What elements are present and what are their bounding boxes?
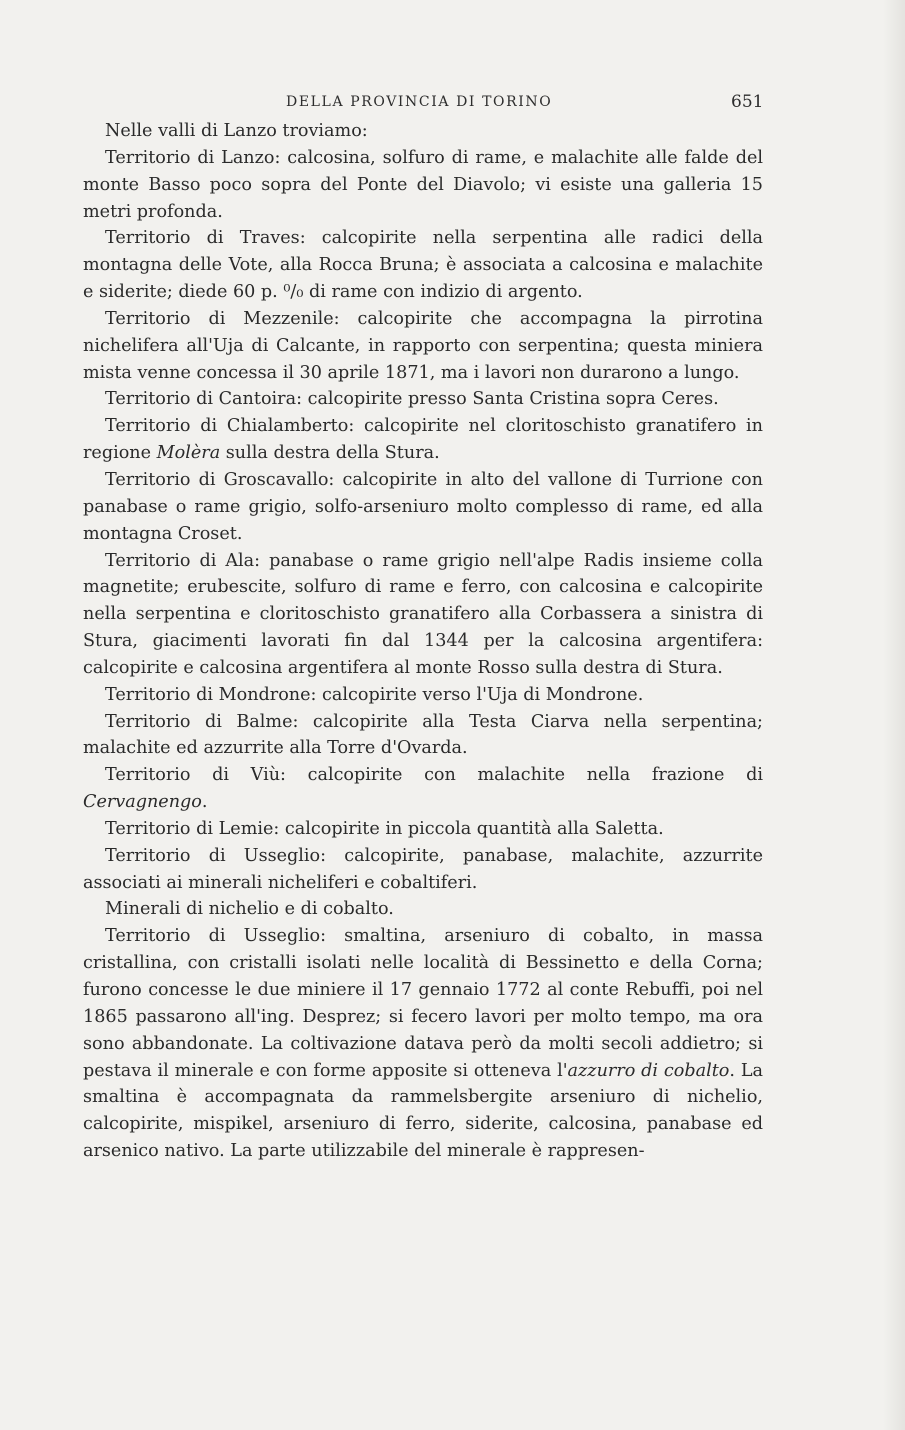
body-text [83,118,763,1165]
paragraph-lanzo: Territorio di Lanzo: calcosina, solfuro di rame, e malachite alle falde del monte Basso poco sopra del Ponte del Diavolo; vi esiste una galleria 15 metri profonda. [83,147,763,222]
page-number: 651 [731,92,764,112]
italic-place-cervagnengo: Cervagnengo [83,792,202,813]
paragraph-balme: Territorio di Balme: calcopirite alla Testa Ciarva nella serpentina; malachite ed azzurrite alla Torre d'Ovarda. [83,711,763,759]
paragraph-ala: Territorio di Ala: panabase o rame grigio nell'alpe Radis insieme colla magnetite; erubescite, solfuro di rame e ferro, con calcosina e calcopirite nella serpentina e cloritoschisto granatifero alla Corbassera a sinistra di Stura, giacimenti lavorati fin dal 1344 per la calcosina argentifera: calcopirite e calcosina argentifera al monte Rosso sulla destra di Stura. [83,550,763,678]
paragraph-viu: Territorio di Viù: calcopirite con malachite nella frazione di Cervagnengo. [83,765,763,813]
paragraph-chialamberto: Territorio di Chialamberto: calcopirite nel cloritoschisto granatifero in regione Molèra sulla destra della Stura. [83,416,763,464]
italic-place-molera: Molèra [156,443,221,464]
paragraph-cantoira: Territorio di Cantoira: calcopirite presso Santa Cristina sopra Ceres. [105,389,719,410]
paragraph-traves: Territorio di Traves: calcopirite nella serpentina alle radici della montagna delle Vote, alla Rocca Bruna; è associata a calcosina e malachite e siderite; diede 60 p. ⁰/₀ di rame con indizio di argento. [83,228,763,303]
paragraph-lemie: Territorio di Lemie: calcopirite in piccola quantità alla Saletta. [105,818,664,839]
paragraph-groscavallo: Territorio di Groscavallo: calcopirite in alto del vallone di Turrione con panabase o rame grigio, solfo-arseniuro molto complesso di rame, ed alla montagna Croset. [83,469,763,544]
italic-term-azzurro-di-cobalto: azzurro di cobalto [567,1060,730,1081]
paragraph-usseglio-copper: Territorio di Usseglio: calcopirite, panabase, malachite, azzurrite associati ai minerali nicheliferi e cobaltiferi. [83,845,763,893]
running-head: DELLA PROVINCIA DI TORINO [286,94,553,110]
paragraph-intro: Nelle valli di Lanzo troviamo: [105,121,368,141]
paragraph-section-nickel-cobalt: Minerali di nichelio e di cobalto. [105,899,394,920]
paragraph-mondrone: Territorio di Mondrone: calcopirite verso l'Uja di Mondrone. [105,684,644,705]
paragraph-mezzenile: Territorio di Mezzenile: calcopirite che accompagna la pirrotina nichelifera all'Uja di Calcante, in rapporto con serpentina; questa miniera mista venne concessa il 30 aprile 1871, ma i lavori non durarono a lungo. [83,308,763,383]
paragraph-usseglio-cobalt: Territorio di Usseglio: smaltina, arseniuro di cobalto, in massa cristallina, con cristalli isolati nelle località di Bessinetto e della Corna; furono concesse le due miniere il 17 gennaio 1772 al conte Rebuffi, poi nel 1865 passarono all'ing. Desprez; si fecero lavori per molto tempo, ma ora sono abbandonate. La coltivazione datava però da molti secoli addietro; si pestava il minerale e con forme apposite si otteneva l'azzurro di cobalto. La smaltina è accompagnata da rammelsbergite arseniuro di nichelio, calcopirite, mispikel, arseniuro di ferro, siderite, calcosina, panabase ed arsenico nativo. La parte utilizzabile del minerale è rappresen- [83,926,764,1162]
page-edge-shadow [883,0,905,1430]
